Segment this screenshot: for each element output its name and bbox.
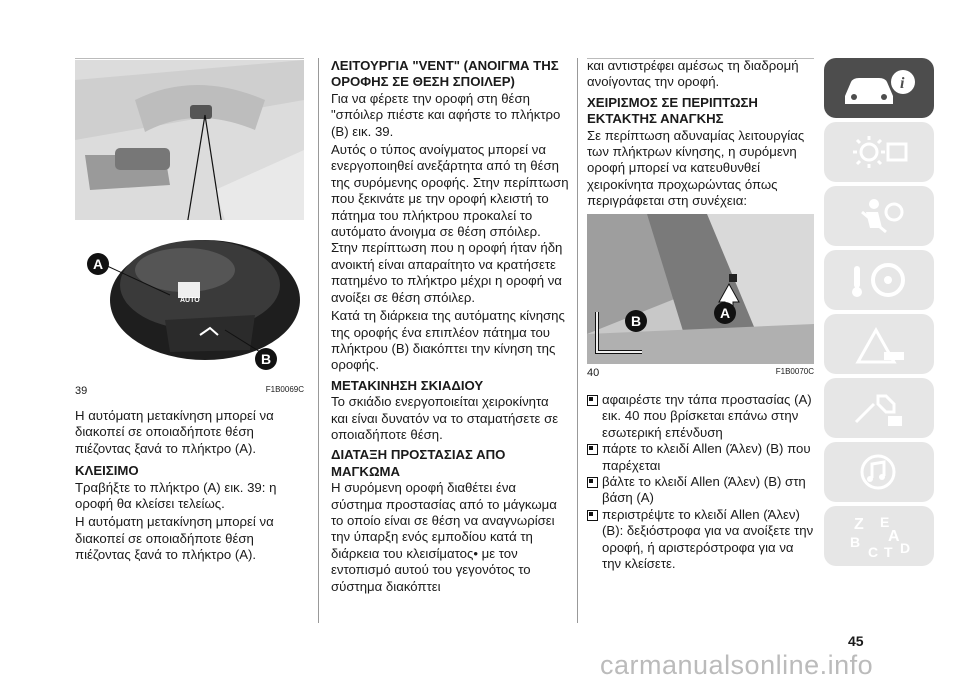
- figure-40-caption: [587, 367, 814, 379]
- paragraph: Αυτός ο τύπος ανοίγματος μπορεί να ενεργοποιηθεί ανεξάρτητα από τη θέση της συρόμενης οροφής. Στην περίπτωση που ξεκινάτε με την οροφή κλειστή το πάτημα του πλήκτρου προκαλεί το αυτόματο άνοιγμα σε θέση σπόιλερ. Στην περίπτωση που η οροφή ήταν ήδη ανοικτή είναι απαραίτητο να κρατήσετε πατημένο το πλήκτρο μέχρι η οροφή να ανοίξει σε θέση σπόιλερ.: [331, 142, 569, 305]
- column-3-bullets: [587, 392, 816, 572]
- tab-starting-driving[interactable]: [824, 250, 934, 310]
- callout-a: A: [87, 253, 109, 275]
- callout-b: B: [255, 348, 277, 370]
- column-divider: [577, 58, 578, 623]
- watermark: carmanualsonline.info: [600, 650, 874, 680]
- paragraph: Σε περίπτωση αδυναμίας λειτουργίας των πλήκτρων κίνησης, η συρόμενη οροφή μπορεί να κατευθυνθεί χειροκίνητα προχωρώντας όπως περιγράφεται στη συνέχεια:: [587, 127, 805, 209]
- bullet-text: αφαιρέστε την τάπα προστασίας (A) εικ. 40 που βρίσκεται επάνω στην εσωτερική επένδυση: [602, 392, 812, 440]
- figure-39: [75, 60, 304, 380]
- svg-text:D: D: [900, 540, 911, 556]
- callout-b: B: [625, 310, 647, 332]
- top-rule: [75, 58, 304, 59]
- svg-text:T: T: [884, 544, 893, 560]
- figure-code: F1B0069C: [265, 385, 304, 394]
- tab-car-info[interactable]: [824, 58, 934, 118]
- figure-39-illustration: [75, 60, 304, 380]
- section-heading-pinch: ΔΙΑΤΑΞΗ ΠΡΟΣΤΑΣΙΑΣ ΑΠΟ ΜΑΓΚΩΜΑ: [331, 447, 506, 479]
- bullet-icon: [587, 444, 598, 455]
- bullet-text: πάρτε το κλειδί Allen (Άλεν) (B) που παρέχεται: [602, 441, 811, 473]
- tab-safety[interactable]: [824, 186, 934, 246]
- index-icon: [844, 511, 914, 561]
- svg-text:C: C: [868, 544, 879, 560]
- bullet-icon: [587, 395, 598, 406]
- tab-maintenance[interactable]: [824, 378, 934, 438]
- bullet-item: [587, 474, 816, 507]
- section-heading-vent: ΛΕΙΤΟΥΡΓΙΑ "VENT" (ΑΝΟΙΓΜΑ ΤΗΣ ΟΡΟΦΗΣ ΣΕ ΘΕΣΗ ΣΠΟΙΛΕΡ): [331, 58, 559, 90]
- column-divider: [318, 58, 319, 623]
- svg-text:Z: Z: [854, 516, 864, 533]
- chapter-tabs: [824, 58, 934, 570]
- section-heading-lock: ΚΛΕΙΣΙΜΟ: [75, 463, 139, 479]
- bullet-item: [587, 441, 816, 474]
- paragraph: Τραβήξτε το πλήκτρο (A) εικ. 39: η οροφή θα κλείσει τελείως.: [75, 479, 277, 512]
- svg-text:B: B: [850, 534, 861, 550]
- figure-40: [587, 214, 814, 364]
- svg-text:E: E: [880, 514, 890, 530]
- multimedia-icon: [844, 450, 914, 494]
- paragraph: Η συρόμενη οροφή διαθέτει ένα σύστημα προστασίας από το μάγκωμα το οποίο είναι σε θέση να αναγνωρίσει την ύπαρξη ενός εμποδίου κατά τη διάρκεια του κλεισίματος• με τον εντοπισμό αυτού του γεγονότος το σύστημα διακόπτει: [331, 480, 557, 594]
- auto-label: AUTO: [180, 297, 200, 304]
- column-1-text: [75, 408, 305, 566]
- paragraph: Κατά τη διάρκεια της αυτόματης κίνησης της οροφής ένα επιπλέον πάτημα του πλήκτρου (B) διακόπτει την κίνηση της οροφής.: [331, 308, 565, 373]
- bullet-item: [587, 392, 816, 441]
- tab-emergency[interactable]: [824, 314, 934, 374]
- column-3-text-top: [587, 58, 816, 212]
- callout-a: A: [714, 302, 736, 324]
- figure-39-caption: [75, 385, 304, 397]
- bullet-item: [587, 507, 816, 573]
- tab-multimedia[interactable]: [824, 442, 934, 502]
- paragraph: Η αυτόματη μετακίνηση μπορεί να διακοπεί σε οποιαδήποτε θέση πιέζοντας ξανά το πλήκτρο (A).: [75, 514, 274, 563]
- figure-40-illustration: [587, 214, 814, 364]
- maintenance-icon: [844, 386, 914, 430]
- bullet-icon: [587, 510, 598, 521]
- paragraph: Για να φέρετε την οροφή στη θέση "σπόιλερ πιέστε και αφήστε το πλήκτρο (B) εικ. 39.: [331, 90, 561, 139]
- paragraph: Η αυτόματη μετακίνηση μπορεί να διακοπεί σε οποιαδήποτε θέση πιέζοντας ξανά το πλήκτρο (A).: [75, 408, 274, 456]
- bullet-icon: [587, 477, 598, 488]
- figure-number: 40: [587, 367, 600, 379]
- car-info-icon: [839, 66, 919, 110]
- bullet-text: περιστρέψτε το κλειδί Allen (Άλεν) (B): δεξιόστροφα για να ανοίξετε την οροφή, ή αριστερόστροφα για να την κλείσετε.: [602, 506, 814, 572]
- bullet-text: βάλτε το κλειδί Allen (Άλεν) (B) στη βάση (A): [602, 474, 806, 506]
- figure-number: 39: [75, 385, 88, 397]
- paragraph: Το σκιάδιο ενεργοποιείται χειροκίνητα και είναι δυνατόν να το σταματήσετε σε οποιαδήποτε θέση.: [331, 394, 559, 442]
- dashboard-lights-icon: [844, 130, 914, 174]
- figure-code: F1B0070C: [775, 367, 814, 376]
- safety-airbag-icon: [844, 194, 914, 238]
- svg-text:A: A: [888, 528, 900, 545]
- tab-index[interactable]: [824, 506, 934, 566]
- section-heading-emergency: ΧΕΙΡΙΣΜΟΣ ΣΕ ΠΕΡΙΠΤΩΣΗ ΕΚΤΑΚΤΗΣ ΑΝΑΓΚΗΣ: [587, 94, 758, 127]
- section-heading-shade: ΜΕΤΑΚΙΝΗΣΗ ΣΚΙΑΔΙΟΥ: [331, 377, 484, 393]
- tab-dashboard-lights[interactable]: [824, 122, 934, 182]
- page-number: 45: [848, 633, 864, 649]
- svg-text:i: i: [900, 75, 905, 92]
- emergency-warning-icon: [844, 322, 914, 366]
- column-2-text: [331, 58, 569, 597]
- paragraph: και αντιστρέφει αμέσως τη διαδρομή ανοίγοντας την οροφή.: [587, 58, 799, 90]
- starting-driving-icon: [844, 258, 914, 302]
